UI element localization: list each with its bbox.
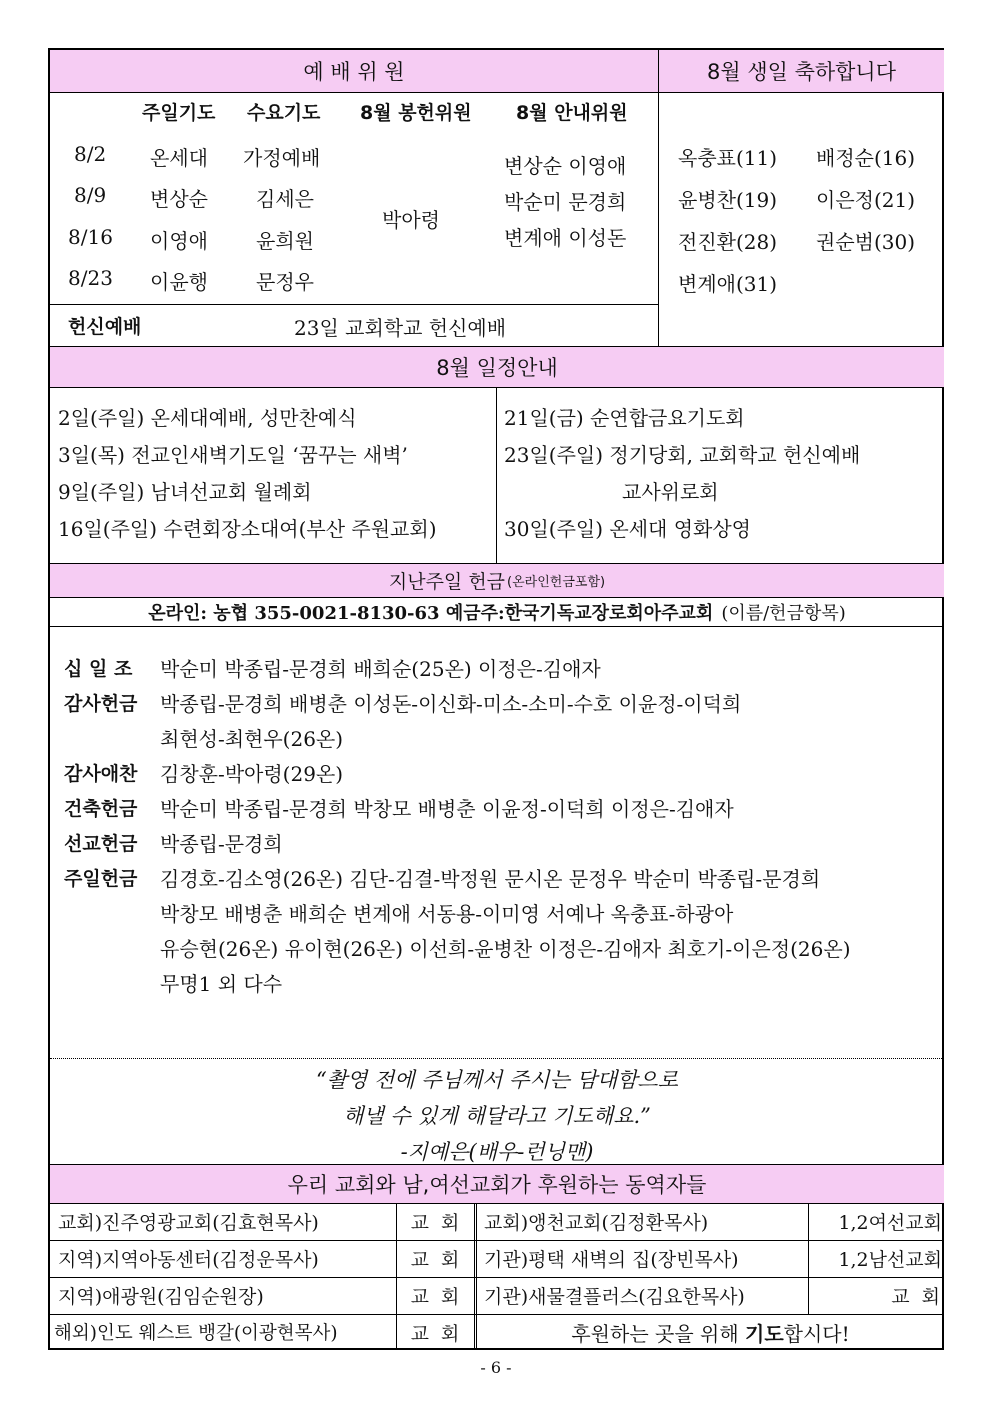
sunday-prayer: 변상순 xyxy=(150,187,208,211)
col-header-wed-prayer: 수요기도 xyxy=(247,102,321,124)
schedule-header: 8월 일정안내 xyxy=(50,347,944,387)
offering-header-title: 지난주일 헌금 xyxy=(388,571,506,593)
mission-supporter: 1,2남선교회 xyxy=(838,1249,942,1271)
schedule-item: 교사위로회 xyxy=(622,480,719,504)
gift-row-thanks xyxy=(64,687,940,757)
gift-text: 유승현(26온) 유이현(26온) 이선희-윤병찬 이정은-김애자 최호기-이은정(26온) xyxy=(160,937,851,961)
gift-row-tithe xyxy=(64,652,940,687)
devotion-text: 23일 교회학교 헌신예배 xyxy=(294,316,507,340)
schedule-item: 2일(주일) 온세대예배, 성만찬예식 xyxy=(58,406,357,430)
gift-label: 십 일 조 xyxy=(64,658,133,680)
schedule-item: 21일(금) 순연합금요기도회 xyxy=(504,406,745,430)
date: 8/23 xyxy=(68,266,113,290)
gift-row-sunday xyxy=(64,862,940,1002)
missions-header: 우리 교회와 남,여선교회가 후원하는 동역자들 xyxy=(50,1165,944,1203)
schedule-item: 3일(목) 전교인새벽기도일 ‘꿈꾸는 새벽’ xyxy=(58,443,408,467)
schedule-item: 23일(주일) 정기당회, 교회학교 헌신예배 xyxy=(504,443,861,467)
mission-name: 교회)진주영광교회(김효현목사) xyxy=(58,1212,319,1234)
sunday-prayer: 이영애 xyxy=(150,229,208,253)
worship-header: 예 배 위 원 xyxy=(50,50,658,92)
birthday-name: 이은정(21) xyxy=(816,188,916,212)
mission-supporter: 교 회 xyxy=(891,1286,940,1308)
schedule-item: 9일(주일) 남녀선교회 월례회 xyxy=(58,480,312,504)
gift-row-thanks-meal xyxy=(64,757,940,792)
divider xyxy=(50,626,944,627)
offering-member: 박아령 xyxy=(382,208,440,232)
closing-emphasis: 기도 xyxy=(745,1321,784,1346)
online-account-label: 온라인: 농협 355-0021-8130-63 예금주:한국기독교장로회아주교회 xyxy=(148,603,714,624)
quote-source: -지예은(배우-런닝맨) xyxy=(400,1140,594,1164)
sunday-prayer: 온세대 xyxy=(150,146,208,170)
closing-text: 후원하는 곳을 위해 xyxy=(571,1321,745,1346)
birthday-name: 윤병찬(19) xyxy=(678,188,778,212)
gift-row-building xyxy=(64,792,940,827)
online-account xyxy=(50,598,944,626)
gift-text: 김창훈-박아령(29온) xyxy=(160,762,344,786)
mission-name: 지역)지역아동센터(김정운목사) xyxy=(58,1249,319,1271)
gift-label: 주일헌금 xyxy=(64,868,138,890)
divider xyxy=(50,387,944,388)
gift-text: 김경호-김소영(26온) 김단-김결-박정원 문시온 문정우 박순미 박종립-문경희 xyxy=(160,867,821,891)
quote-line: “촬영 전에 주님께서 주시는 담대함으로 xyxy=(315,1068,678,1092)
divider xyxy=(496,387,497,563)
birthday-header: 8월 생일 축하합니다 xyxy=(658,50,944,92)
date: 8/2 xyxy=(74,142,107,166)
quote-line: 해낼 수 있게 해달라고 기도해요.” xyxy=(343,1104,651,1128)
col-header-usher: 8월 안내위원 xyxy=(516,102,628,124)
mission-name: 기관)평택 새벽의 집(장빈목사) xyxy=(484,1249,739,1271)
mission-name: 해외)인도 웨스트 뱅갈(이광현목사) xyxy=(54,1323,338,1344)
gift-lines xyxy=(160,757,343,792)
gift-label: 감사애찬 xyxy=(64,763,138,785)
offering-header-sub: (온라인헌금포함) xyxy=(507,575,606,590)
col-header-sunday-prayer: 주일기도 xyxy=(142,102,216,124)
gift-lines xyxy=(160,827,283,862)
gift-label: 건축헌금 xyxy=(64,798,138,820)
devotion-label: 헌신예배 xyxy=(68,316,142,338)
birthday-name: 권순범(30) xyxy=(816,230,916,254)
usher: 변상순 이영애 xyxy=(504,154,627,178)
mission-name: 기관)새물결플러스(김요한목사) xyxy=(484,1286,745,1308)
gift-text: 최현성-최현우(26온) xyxy=(160,727,344,751)
gift-text: 박순미 박종립-문경희 박창모 배병춘 이윤정-이덕희 이정은-김애자 xyxy=(160,797,734,821)
mission-supporter: 교 회 xyxy=(410,1322,460,1345)
closing-text: 합시다! xyxy=(783,1321,850,1346)
sunday-prayer: 이윤행 xyxy=(150,270,208,294)
offering-header xyxy=(50,564,944,597)
divider xyxy=(50,92,944,93)
gift-text: 박창모 배병춘 배희순 변계애 서동용-이미영 서예나 옥충표-하광아 xyxy=(160,902,734,926)
schedule-item: 16일(주일) 수련회장소대여(부산 주원교회) xyxy=(58,517,437,541)
page-number: - 6 - xyxy=(480,1358,512,1377)
usher: 박순미 문경희 xyxy=(504,190,627,214)
birthday-name: 옥충표(11) xyxy=(678,146,778,170)
gift-text: 무명1 외 다수 xyxy=(160,972,283,996)
gift-lines xyxy=(160,862,851,1002)
gift-lines xyxy=(160,792,734,827)
gift-label: 감사헌금 xyxy=(64,693,138,715)
mission-supporter: 교 회 xyxy=(410,1212,460,1234)
mission-name: 지역)애광원(김임순원장) xyxy=(58,1286,264,1308)
offering-list xyxy=(64,652,940,1002)
wed-prayer: 문정우 xyxy=(256,270,314,294)
usher: 변계애 이성돈 xyxy=(504,226,627,250)
bulletin-page xyxy=(48,48,944,1350)
wed-prayer: 윤희원 xyxy=(256,229,314,253)
gift-text: 박종립-문경희 xyxy=(160,832,283,856)
col-header-offering: 8월 봉헌위원 xyxy=(360,102,472,124)
wed-prayer: 김세은 xyxy=(256,187,314,211)
mission-supporter: 1,2여선교회 xyxy=(838,1212,942,1234)
quote-block xyxy=(50,1062,944,1170)
gift-label: 선교헌금 xyxy=(64,833,138,855)
mission-name: 교회)앵천교회(김정환목사) xyxy=(484,1212,709,1234)
gift-lines xyxy=(160,687,741,757)
gift-text: 박종립-문경희 배병춘 이성돈-이신화-미소-소미-수호 이윤정-이덕희 xyxy=(160,692,742,716)
gift-row-mission xyxy=(64,827,940,862)
divider xyxy=(50,1058,944,1059)
online-account-note: (이름/헌금항목) xyxy=(721,603,846,624)
mission-supporter: 교 회 xyxy=(410,1286,460,1308)
date: 8/9 xyxy=(74,183,107,207)
divider xyxy=(50,304,658,305)
gift-lines xyxy=(160,652,601,687)
schedule-item: 30일(주일) 온세대 영화상영 xyxy=(504,517,751,541)
birthday-name: 배정순(16) xyxy=(816,146,916,170)
birthday-name: 전진환(28) xyxy=(678,230,778,254)
mission-supporter: 교 회 xyxy=(410,1249,460,1271)
wed-prayer: 가정예배 xyxy=(243,146,321,170)
gift-text: 박순미 박종립-문경희 배희순(25온) 이정은-김애자 xyxy=(160,657,601,681)
date: 8/16 xyxy=(68,225,113,249)
birthday-name: 변계애(31) xyxy=(678,272,778,296)
missions-closing xyxy=(477,1314,944,1350)
divider xyxy=(658,92,659,346)
